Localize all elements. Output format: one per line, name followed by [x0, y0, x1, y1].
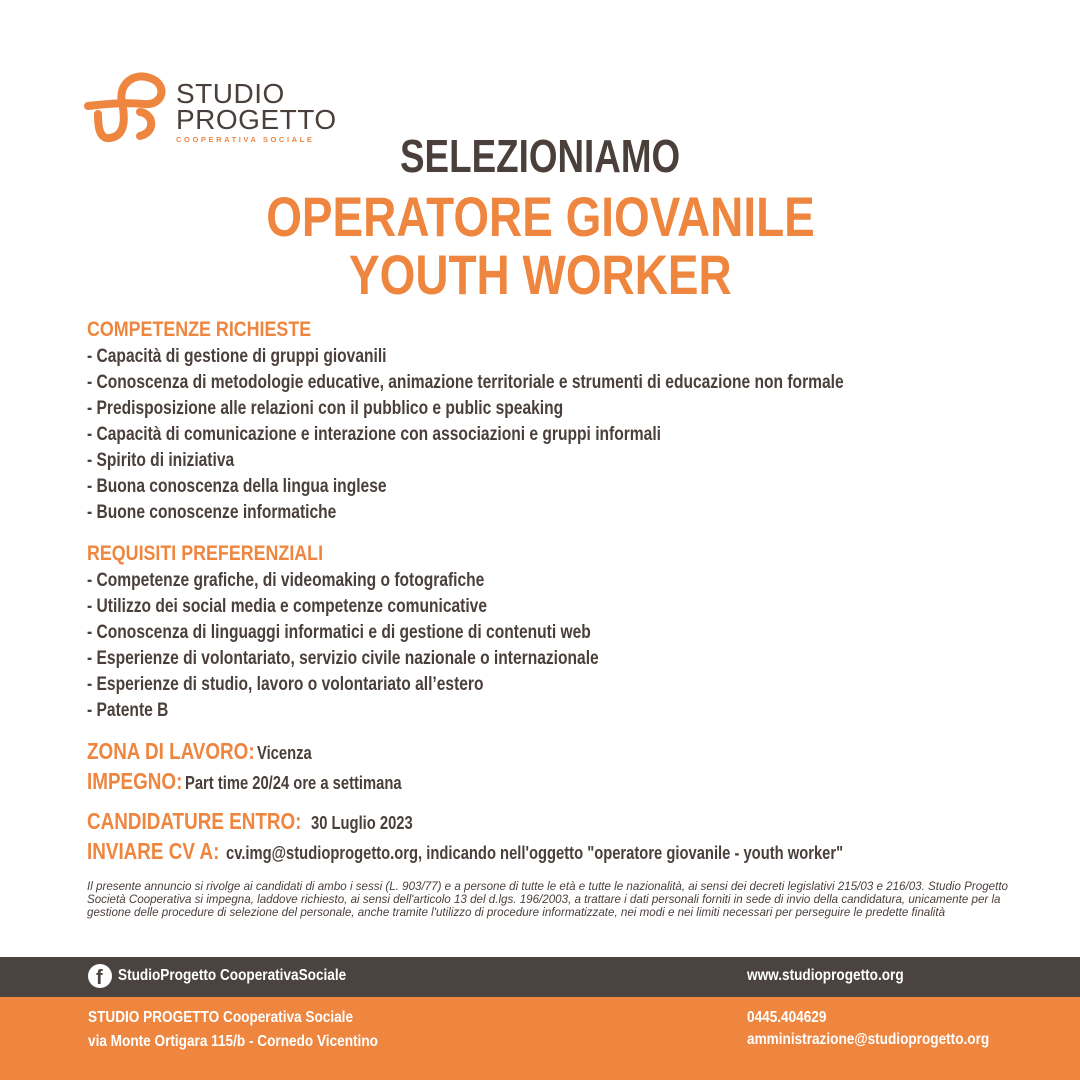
- requisiti-heading: REQUISITI PREFERENZIALI: [87, 542, 324, 565]
- zona-value: Vicenza: [257, 743, 313, 763]
- zona-row: [87, 738, 324, 768]
- requisiti-list: [87, 568, 711, 724]
- footer-address: via Monte Ortigara 115/b - Cornedo Vicentino: [88, 1033, 378, 1050]
- list-item: - Utilizzo dei social media e competenze comunicative: [87, 596, 488, 617]
- website-link[interactable]: www.studioprogetto.org: [747, 967, 904, 984]
- logo-subtitle: COOPERATIVA SOCIALE: [176, 135, 315, 144]
- impegno-value: Part time 20/24 ore a settimana: [185, 773, 402, 793]
- list-item: - Competenze grafiche, di videomaking o fotografiche: [87, 570, 485, 591]
- legal-disclaimer: Il presente annuncio si rivolge ai candidati di ambo i sessi (L. 903/77) e a persone di tutte le età e tutte le nazionalità, ai sensi dei decreti legislativi 215/03 e 216/03. Studio Progetto Società Cooperativa si impegna, laddove richiesto, ai sensi dell'articolo 13 del d.lgs. 196/2003, a trattare i dati personali forniti in sede di invio della candidatura, unicamente per la gestione delle procedure di selezione del personale, anche tramite l'utilizzo di procedure informatizzate, nei modi e nei limiti necessari per perseguire le predette finalità: [87, 880, 1008, 920]
- list-item: - Esperienze di studio, lavoro o volontariato all’estero: [87, 674, 484, 695]
- candidature-value: 30 Luglio 2023: [310, 813, 413, 833]
- impegno-label: IMPEGNO:: [87, 768, 183, 794]
- footer-org-name: STUDIO PROGETTO Cooperativa Sociale: [88, 1009, 354, 1026]
- job-title-line2: YOUTH WORKER: [348, 243, 732, 306]
- competenze-heading: COMPETENZE RICHIESTE: [87, 318, 312, 341]
- kicker-heading: SELEZIONIAMO: [399, 130, 681, 182]
- zona-label: ZONA DI LAVORO:: [87, 738, 255, 764]
- footer-email[interactable]: amministrazione@studioprogetto.org: [747, 1031, 990, 1048]
- list-item: - Conoscenza di linguaggi informatici e di gestione di contenuti web: [87, 622, 591, 643]
- logo-text-progetto: PROGETTO: [176, 104, 337, 135]
- inviare-label: INVIARE CV A:: [87, 838, 220, 864]
- list-item: - Capacità di gestione di gruppi giovanili: [87, 346, 387, 367]
- list-item: - Predisposizione alle relazioni con il pubblico e public speaking: [87, 398, 564, 419]
- footer-phone[interactable]: 0445.404629: [747, 1009, 827, 1026]
- list-item: - Buone conoscenze informatiche: [87, 502, 337, 523]
- list-item: - Conoscenza di metodologie educative, animazione territoriale e strumenti di educazione non formale: [87, 372, 844, 393]
- list-item: - Esperienze di volontariato, servizio civile nazionale o internazionale: [87, 648, 599, 669]
- list-item: - Patente B: [87, 700, 169, 721]
- candidature-row: [87, 808, 435, 838]
- list-item: - Buona conoscenza della lingua inglese: [87, 476, 387, 497]
- impegno-row: [87, 768, 449, 798]
- logo-text-studio: STUDIO: [176, 78, 285, 109]
- job-title-line1: OPERATORE GIOVANILE: [265, 185, 815, 248]
- inviare-row: [87, 838, 979, 868]
- facebook-icon[interactable]: f: [88, 964, 112, 988]
- inviare-value[interactable]: cv.img@studioprogetto.org, indicando nell'oggetto "operatore giovanile - youth worker": [226, 843, 844, 863]
- list-item: - Spirito di iniziativa: [87, 450, 235, 471]
- facebook-link[interactable]: StudioProgetto CooperativaSociale: [118, 967, 347, 984]
- list-item: - Capacità di comunicazione e interazione con associazioni e gruppi informali: [87, 424, 661, 445]
- candidature-label: CANDIDATURE ENTRO:: [87, 808, 302, 834]
- competenze-list: [87, 344, 1010, 526]
